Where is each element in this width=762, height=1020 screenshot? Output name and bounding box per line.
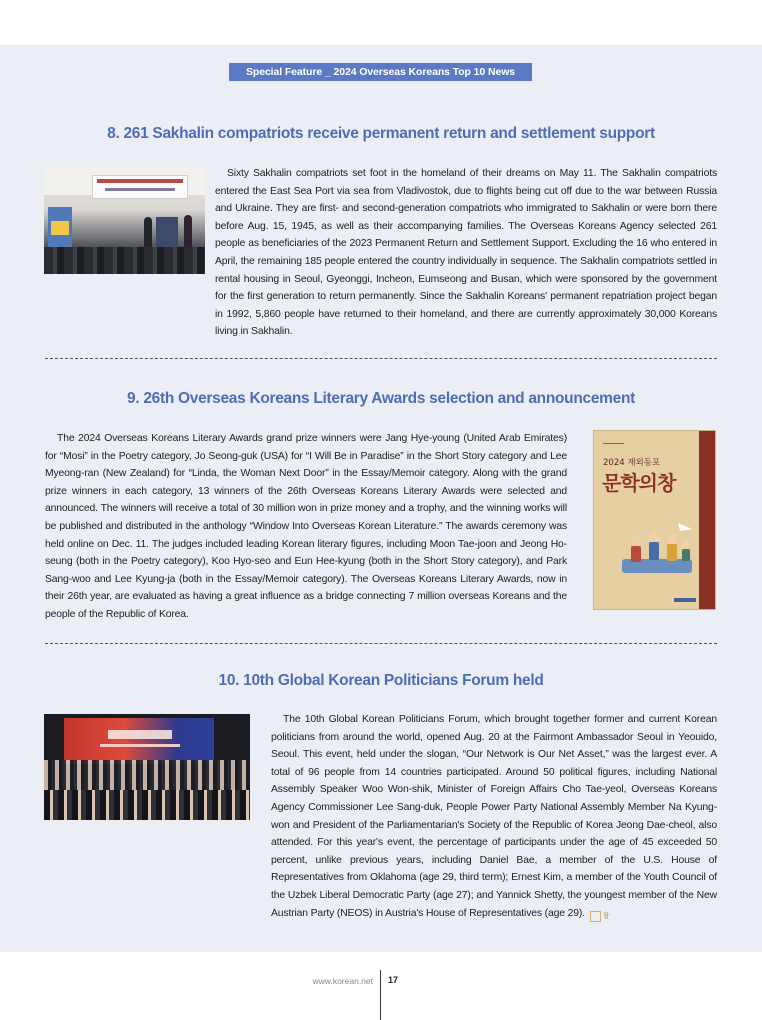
section-banner: Special Feature _ 2024 Overseas Koreans Top 10 News bbox=[229, 63, 532, 81]
section-divider bbox=[45, 643, 717, 644]
footer-url: www.korean.net bbox=[312, 976, 373, 986]
section-9-heading: 9. 26th Overseas Koreans Literary Awards selection and announcement bbox=[127, 390, 635, 407]
book-year: 2024 재외동포 bbox=[603, 458, 661, 468]
end-mark-icon: 창 bbox=[590, 911, 601, 922]
section-8-heading: 8. 261 Sakhalin compatriots receive permanent return and settlement support bbox=[107, 125, 655, 142]
section-10-heading: 10. 10th Global Korean Politicians Forum held bbox=[218, 672, 544, 689]
forum-group-photo bbox=[44, 714, 250, 820]
literary-anthology-cover: ━━━━━━━ 2024 재외동포 문학의창 bbox=[593, 430, 716, 610]
book-illustration bbox=[616, 519, 698, 581]
sakhalin-ceremony-photo bbox=[44, 167, 205, 274]
footer-rule bbox=[380, 970, 381, 1020]
page-number: 17 bbox=[388, 975, 399, 985]
section-8-body: Sixty Sakhalin compatriots set foot in the homeland of their dreams on May 11. The Sakhalin compatriots entered the East Sea Port via sea from Vladivostok, due to flights being cut off due to the war between Russia and Ukraine. They are first- and second-generation compatriots who immigrated to Sakhalin or were born there before Aug. 15, 1945, as well as their accompanying families. The Overseas Koreans Agency selected 261 people as beneficiaries of the 2023 Permanent Return and Settlement Support. Excluding the 16 who entered in April, the remaining 185 people entered the country individually in sequence. The Sakhalin compatriots settled in rental housing in Seoul, Gyeonggi, Incheon, Eumseong and Busan, which were sponsored by the government for the first generation to return permanently. Since the Sakhalin Koreans' permanent repatriation project began in 1992, 5,860 people have returned to their homeland, and there are currently approximately 30,000 Koreans living in Sakhalin. bbox=[215, 168, 717, 338]
book-title: 문학의창 bbox=[602, 471, 676, 495]
section-9-body: The 2024 Overseas Koreans Literary Awards grand prize winners were Jang Hye-young (United Arab Emirates) for “Mosi” in the Poetry category, Jo Seong-guk (USA) for “I Will Be in Paradise” in the Short Story category and Lee Myeong-ran (New Zealand) for “Linda, the Woman Next Door” in the Essay/Memoir category. Along with the grand prize winners in each category, 13 winners of the 26th Overseas Koreans Literary Awards were selected and announced. The winners will receive a total of 30 million won in prize money and a trophy, and the winning works will be published and distributed in the anthology “Window Into Overseas Korean Literature.” The awards ceremony was held online on Dec. 11. The judges included leading Korean literary figures, including Moon Tae-joon and Jeong Ho-seung (both in the Poetry category), Koo Hyo-seo and Eun Hee-kyung (both in the Short Story category), and Park Sang-woo and Lee Kyung-ja (both in the Essay/Memoir category). The Overseas Koreans Literary Awards, now in their 26th year, are evaluated as having a great influence as a bridge connecting 7 million overseas Koreans and the people of the Republic of Korea. bbox=[45, 433, 567, 620]
section-10-body: The 10th Global Korean Politicians Forum, which brought together former and current Korean politicians from around the world, opened Aug. 20 at the Fairmont Ambassador Seoul in Yeouido, Seoul. This event, held under the slogan, “Our Network is Our Net Asset,” was the largest ever. A total of 96 people from 14 countries participated. Around 50 political figures, including National Assembly Speaker Woo Won-shik, Minister of Foreign Affairs Cho Tae-yeol, Overseas Koreans Agency Commissioner Lee Sang-duk, People Power Party National Assembly Member Na Kyung-won and President of the Parliamentarian's Society of the Republic of Korea Jeong Dae-cheol, also attended. For this year's event, the percentage of participants under the age of 45 exceeded 50 percent, unlike previous years, including Daniel Bae, a member of the U.S. House of Representatives from Oklahoma (age 29, third term); Ernest Kim, a member of the Youth Council of the Uzbek Liberal Democratic Party (age 27); and Yannick Shetty, the youngest member of the New Austrian Party (NEOS) in Austria's House of Representatives (age 29). 창 bbox=[271, 714, 717, 920]
section-divider bbox=[45, 358, 717, 359]
